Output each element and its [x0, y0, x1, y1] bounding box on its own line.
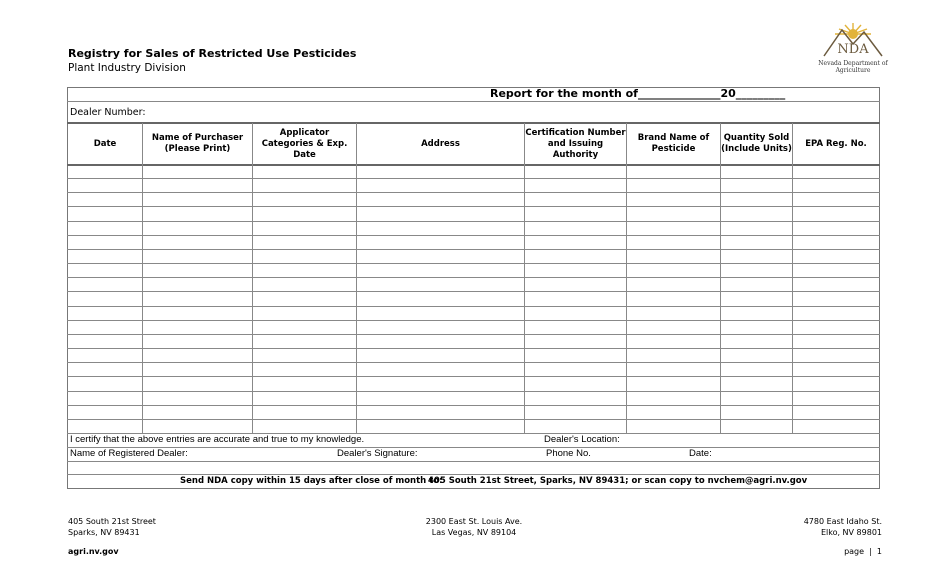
- rule: [67, 447, 880, 448]
- column-divider: [252, 123, 253, 433]
- col-header-certification: Certification Number and Issuing Authority: [525, 127, 626, 160]
- office-elko-line1: 4780 East Idaho St.: [803, 517, 882, 526]
- office-sparks-line2: Sparks, NV 89431: [68, 528, 140, 537]
- registered-dealer-field[interactable]: Name of Registered Dealer:: [70, 448, 188, 459]
- dealer-location-field[interactable]: Dealer's Location:: [544, 434, 620, 445]
- column-divider: [524, 123, 525, 433]
- rule: [67, 474, 880, 475]
- entry-row[interactable]: [67, 235, 880, 236]
- entry-row[interactable]: [67, 178, 880, 179]
- entry-row[interactable]: [67, 362, 880, 363]
- entry-row[interactable]: [67, 221, 880, 222]
- column-divider: [356, 123, 357, 433]
- col-header-epa: EPA Reg. No.: [805, 138, 867, 149]
- office-elko-line2: Elko, NV 89801: [820, 528, 882, 537]
- phone-field[interactable]: Phone No.: [546, 448, 591, 459]
- form-title: Registry for Sales of Restricted Use Pesticides: [68, 47, 357, 60]
- col-header-applicator: Applicator Categories & Exp. Date: [261, 127, 348, 160]
- office-las-vegas: [400, 516, 548, 538]
- svg-text:NDA: NDA: [837, 42, 869, 57]
- entry-row[interactable]: [67, 277, 880, 278]
- entry-row[interactable]: [67, 291, 880, 292]
- website-link[interactable]: agri.nv.gov: [68, 547, 119, 556]
- col-header-date: Date: [93, 138, 117, 149]
- dealer-number-field[interactable]: Dealer Number:: [70, 107, 146, 118]
- entry-row[interactable]: [67, 263, 880, 264]
- col-header-quantity: Quantity Sold (Include Units): [721, 133, 792, 154]
- entry-row[interactable]: [67, 306, 880, 307]
- office-sparks-line1: 405 South 21st Street: [68, 517, 156, 526]
- report-month-field[interactable]: Report for the month of_______________20_________: [490, 87, 786, 100]
- rule: [67, 461, 880, 462]
- entry-row[interactable]: [67, 320, 880, 321]
- column-divider: [626, 123, 627, 433]
- send-address: 405 South 21st Street, Sparks, NV 89431; or scan copy to nvchem@agri.nv.gov: [428, 476, 808, 486]
- dealer-signature-field[interactable]: Dealer's Signature:: [337, 448, 418, 459]
- entry-row[interactable]: [67, 419, 880, 420]
- entry-row[interactable]: [67, 405, 880, 406]
- office-las-vegas-line1: 2300 East St. Louis Ave.: [425, 517, 523, 526]
- rule: [67, 101, 880, 102]
- col-header-purchaser: Name of Purchaser (Please Print): [151, 133, 244, 154]
- office-las-vegas-line2: Las Vegas, NV 89104: [431, 528, 517, 537]
- entry-row[interactable]: [67, 192, 880, 193]
- col-header-address: Address: [421, 138, 460, 149]
- entry-row[interactable]: [67, 334, 880, 335]
- entry-row[interactable]: [67, 206, 880, 207]
- logo-subtitle: Nevada Department of Agriculture: [818, 60, 888, 74]
- column-divider: [792, 123, 793, 433]
- entry-row[interactable]: [67, 249, 880, 250]
- entry-row[interactable]: [67, 391, 880, 392]
- page-number: page | 1: [844, 547, 882, 556]
- date-field[interactable]: Date:: [689, 448, 712, 459]
- certify-statement: I certify that the above entries are accurate and true to my knowledge.: [70, 434, 365, 445]
- office-sparks: [68, 516, 156, 538]
- rule: [67, 164, 880, 166]
- entry-row[interactable]: [67, 348, 880, 349]
- send-instruction: Send NDA copy within 15 days after close of month to:: [180, 476, 443, 486]
- division-name: Plant Industry Division: [68, 62, 186, 74]
- column-divider: [720, 123, 721, 433]
- column-divider: [142, 123, 143, 433]
- office-elko: [762, 516, 882, 538]
- entry-row[interactable]: [67, 376, 880, 377]
- col-header-brand: Brand Name of Pesticide: [637, 133, 710, 154]
